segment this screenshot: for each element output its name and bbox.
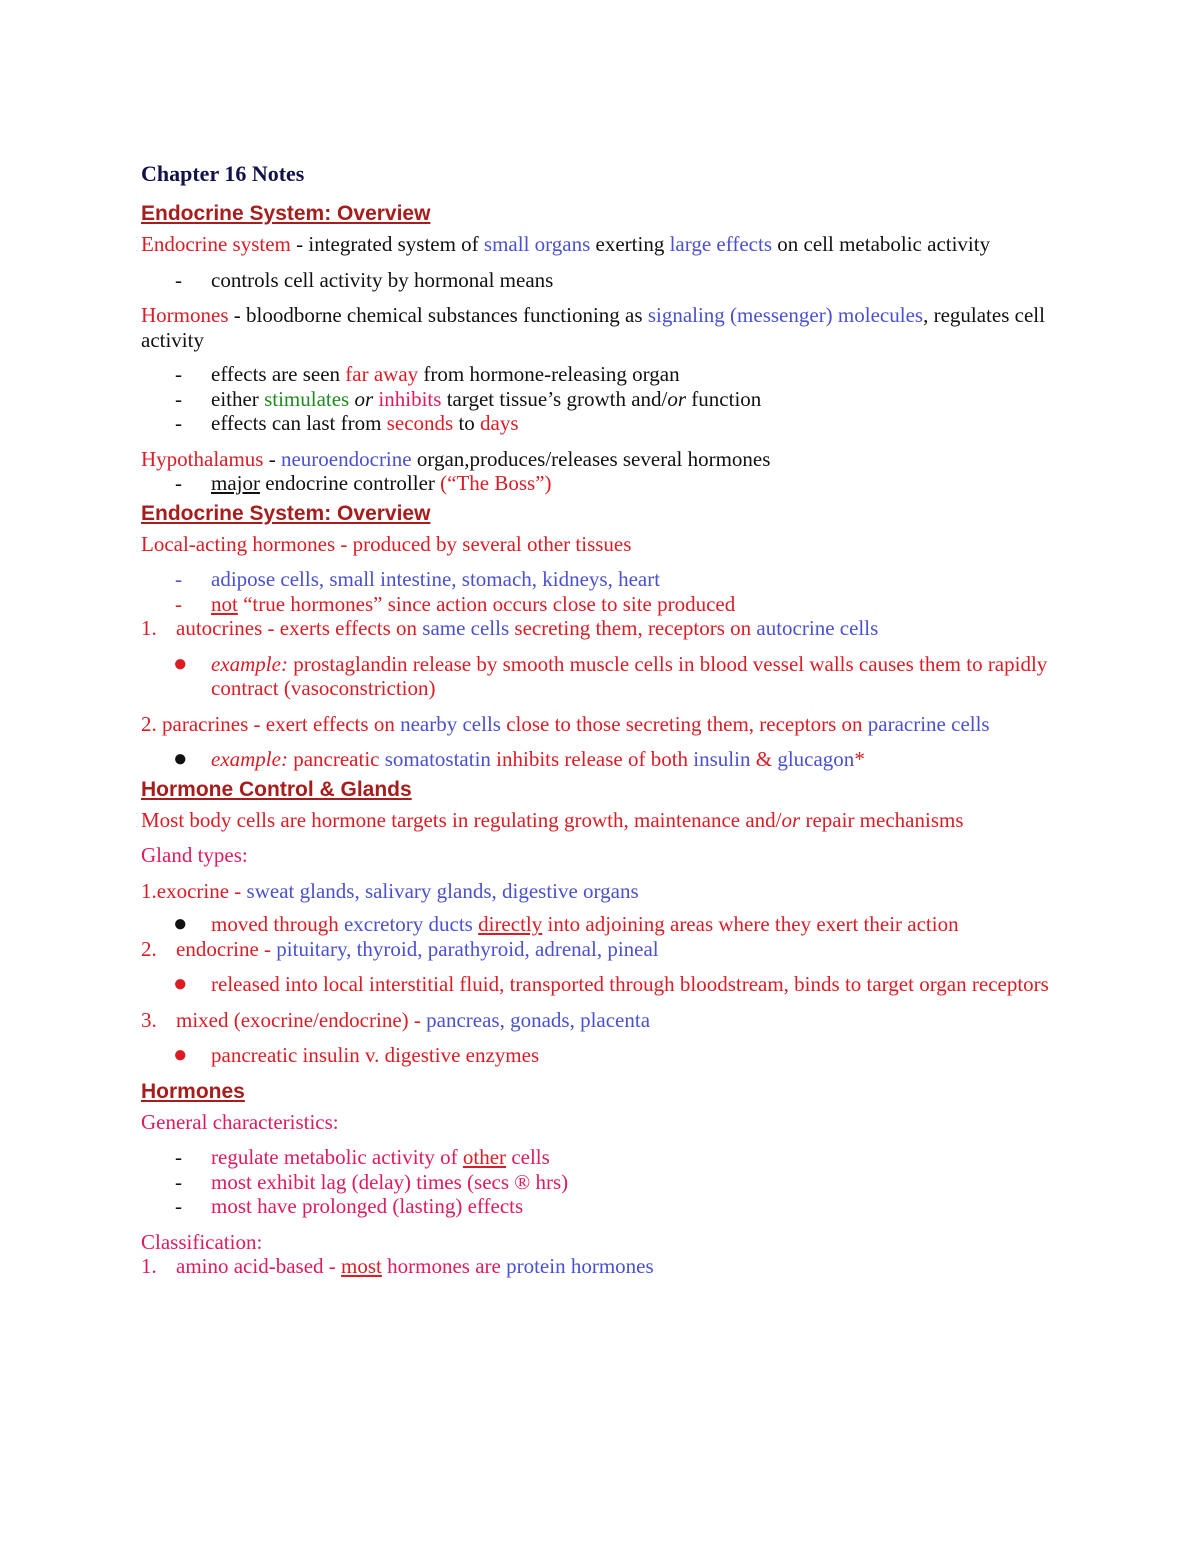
item-number: 3. [141, 1007, 157, 1032]
term: seconds [386, 411, 454, 435]
text: paracrines - exert effects on [156, 711, 401, 736]
numbered-item [141, 1254, 1081, 1279]
section-heading: Hormone Control & Glands [141, 777, 412, 801]
paragraph [141, 808, 1081, 833]
text: inhibits release of both [490, 747, 694, 771]
paragraph [141, 843, 1081, 868]
list-item [141, 268, 1081, 293]
text: function [686, 386, 762, 411]
text: secreting them, receptors on [509, 616, 757, 640]
term: protein hormones [506, 1254, 654, 1278]
numbered-item [141, 616, 1081, 641]
dash-marker: - [175, 1145, 182, 1169]
text: into adjoining areas where they exert their action [542, 912, 959, 936]
text: pancreatic insulin v. digestive enzymes [211, 1043, 540, 1067]
numbered-item [141, 1008, 1081, 1033]
term: paracrine cells [867, 711, 990, 736]
paragraph [141, 232, 1081, 257]
text: other [462, 1145, 507, 1169]
text: example: [211, 747, 288, 771]
text: on cell metabolic activity [772, 232, 991, 256]
list-item [141, 972, 1081, 997]
text: autocrines - exerts effects on [176, 616, 423, 640]
text: effects are seen [211, 362, 346, 386]
text: Classification: [141, 1229, 263, 1254]
list-item [141, 567, 1081, 592]
paragraph [141, 1230, 1081, 1255]
bullet-marker: ● [173, 650, 188, 677]
text: either [211, 386, 265, 411]
term: days [480, 411, 519, 435]
text: “true hormones” since action occurs close to site produced [237, 591, 736, 616]
term: nearby cells [400, 711, 501, 736]
text: - [263, 446, 281, 471]
bullet-marker: ● [173, 911, 188, 937]
bullet-marker: ● [173, 1042, 188, 1068]
numbered-item [141, 879, 1081, 904]
document-page [141, 150, 1081, 1279]
list-item [141, 652, 1081, 701]
term: far away [345, 362, 419, 386]
text: or [349, 386, 379, 411]
text: amino acid-based - [176, 1254, 342, 1278]
dash-marker: - [175, 591, 182, 616]
term: small organs [483, 232, 591, 256]
text: effects can last from [211, 411, 387, 435]
text: exerting [590, 232, 670, 256]
text: target tissue’s growth and/ [441, 386, 668, 411]
text: released into local interstitial fluid, transported through bloodstream, binds to target organ receptors [211, 972, 1049, 996]
item-number: 2. [141, 711, 157, 736]
text: pancreatic [287, 747, 385, 771]
term: same cells [422, 616, 510, 640]
list-item [141, 362, 1081, 387]
text: hormones are [381, 1254, 507, 1278]
list-item [141, 1145, 1081, 1170]
bullet-marker: ● [173, 746, 188, 772]
text: or [667, 386, 687, 411]
numbered-item [141, 937, 1081, 962]
term: autocrine cells [756, 616, 879, 640]
section-heading: Hormones [141, 1079, 245, 1103]
page-title: Chapter 16 Notes [141, 161, 305, 186]
text: organ,produces/releases several hormones [411, 446, 771, 471]
term: large effects [669, 232, 773, 256]
paragraph [141, 447, 1081, 472]
list-item [141, 1043, 1081, 1068]
text: prostaglandin release by smooth muscle cells in blood vessel walls causes them to rapidly contract (vasoconstriction) [211, 651, 1048, 700]
text: most have prolonged (lasting) effects [211, 1194, 524, 1218]
term: signaling (messenger) molecules [647, 303, 924, 327]
section-heading: Endocrine System: Overview [141, 202, 431, 225]
term: somatostatin [384, 747, 491, 771]
text: & [750, 747, 778, 771]
dash-marker: - [175, 471, 182, 495]
text: Local-acting hormones - produced by several other tissues [141, 531, 632, 556]
term: neuroendocrine [280, 446, 412, 471]
text: moved through [211, 912, 344, 936]
dash-marker: - [175, 411, 182, 435]
text: endocrine controller [259, 471, 441, 495]
text: 1.exocrine - [141, 878, 247, 903]
text: most exhibit lag (delay) times (secs ® hrs) [211, 1169, 569, 1194]
dash-marker: - [175, 567, 182, 591]
text: Gland types: [141, 843, 248, 867]
text: endocrine - [176, 936, 277, 961]
text: repair mechanisms [800, 807, 964, 832]
text: * [854, 747, 865, 771]
text: cells [506, 1145, 550, 1169]
term: insulin [693, 747, 751, 771]
paragraph [141, 532, 1081, 557]
list-item [141, 1170, 1081, 1195]
text: regulate metabolic activity of [211, 1145, 463, 1169]
term: stimulates [264, 386, 350, 411]
text: directly [478, 912, 543, 936]
text: , regulates cell activity [141, 303, 1045, 352]
item-number: 2. [141, 936, 157, 961]
text: Most body cells are hormone targets in regulating growth, maintenance and/ [141, 807, 782, 832]
text: - bloodborne chemical substances functioning as [228, 303, 648, 327]
section-heading: Endocrine System: Overview [141, 501, 431, 525]
text: not [211, 591, 238, 616]
term: sweat glands, salivary glands, digestive organs [246, 878, 639, 903]
text: close to those secreting them, receptors on [500, 711, 868, 736]
list-item [141, 592, 1081, 617]
text: major [211, 471, 260, 495]
list-item [141, 471, 1081, 496]
text: - integrated system of [290, 232, 484, 256]
term: pituitary, thyroid, parathyroid, adrenal, pineal [276, 936, 659, 961]
term: glucagon [777, 747, 855, 771]
text: General characteristics: [141, 1109, 339, 1134]
text: most [341, 1254, 382, 1278]
text: from hormone-releasing organ [418, 362, 680, 386]
numbered-item [141, 712, 1081, 737]
text: example: [211, 651, 288, 676]
list-item [141, 912, 1081, 937]
text: mixed (exocrine/endocrine) - [176, 1007, 427, 1032]
dash-marker: - [175, 267, 182, 292]
term: pancreas, gonads, placenta [426, 1007, 651, 1032]
list-item [141, 747, 1081, 772]
term: inhibits [378, 386, 442, 411]
list-item [141, 411, 1081, 436]
item-number: 1. [141, 1254, 157, 1278]
paragraph [141, 1110, 1081, 1135]
term: excretory ducts [343, 912, 473, 936]
item-number: 1. [141, 616, 157, 640]
dash-marker: - [175, 1194, 182, 1218]
list-item [141, 1194, 1081, 1219]
dash-marker: - [175, 1169, 182, 1194]
text: adipose cells, small intestine, stomach, kidneys, heart [211, 567, 661, 591]
dash-marker: - [175, 362, 182, 386]
bullet-marker: ● [173, 971, 188, 997]
term: Endocrine system [141, 232, 291, 256]
dash-marker: - [175, 386, 182, 411]
term: Hypothalamus [141, 446, 264, 471]
text: controls cell activity by hormonal means [211, 267, 554, 292]
term: Hormones [141, 303, 229, 327]
text: or [781, 807, 801, 832]
list-item [141, 387, 1081, 412]
text: to [453, 411, 481, 435]
paragraph [141, 303, 1081, 352]
term: (“The Boss”) [440, 471, 552, 495]
